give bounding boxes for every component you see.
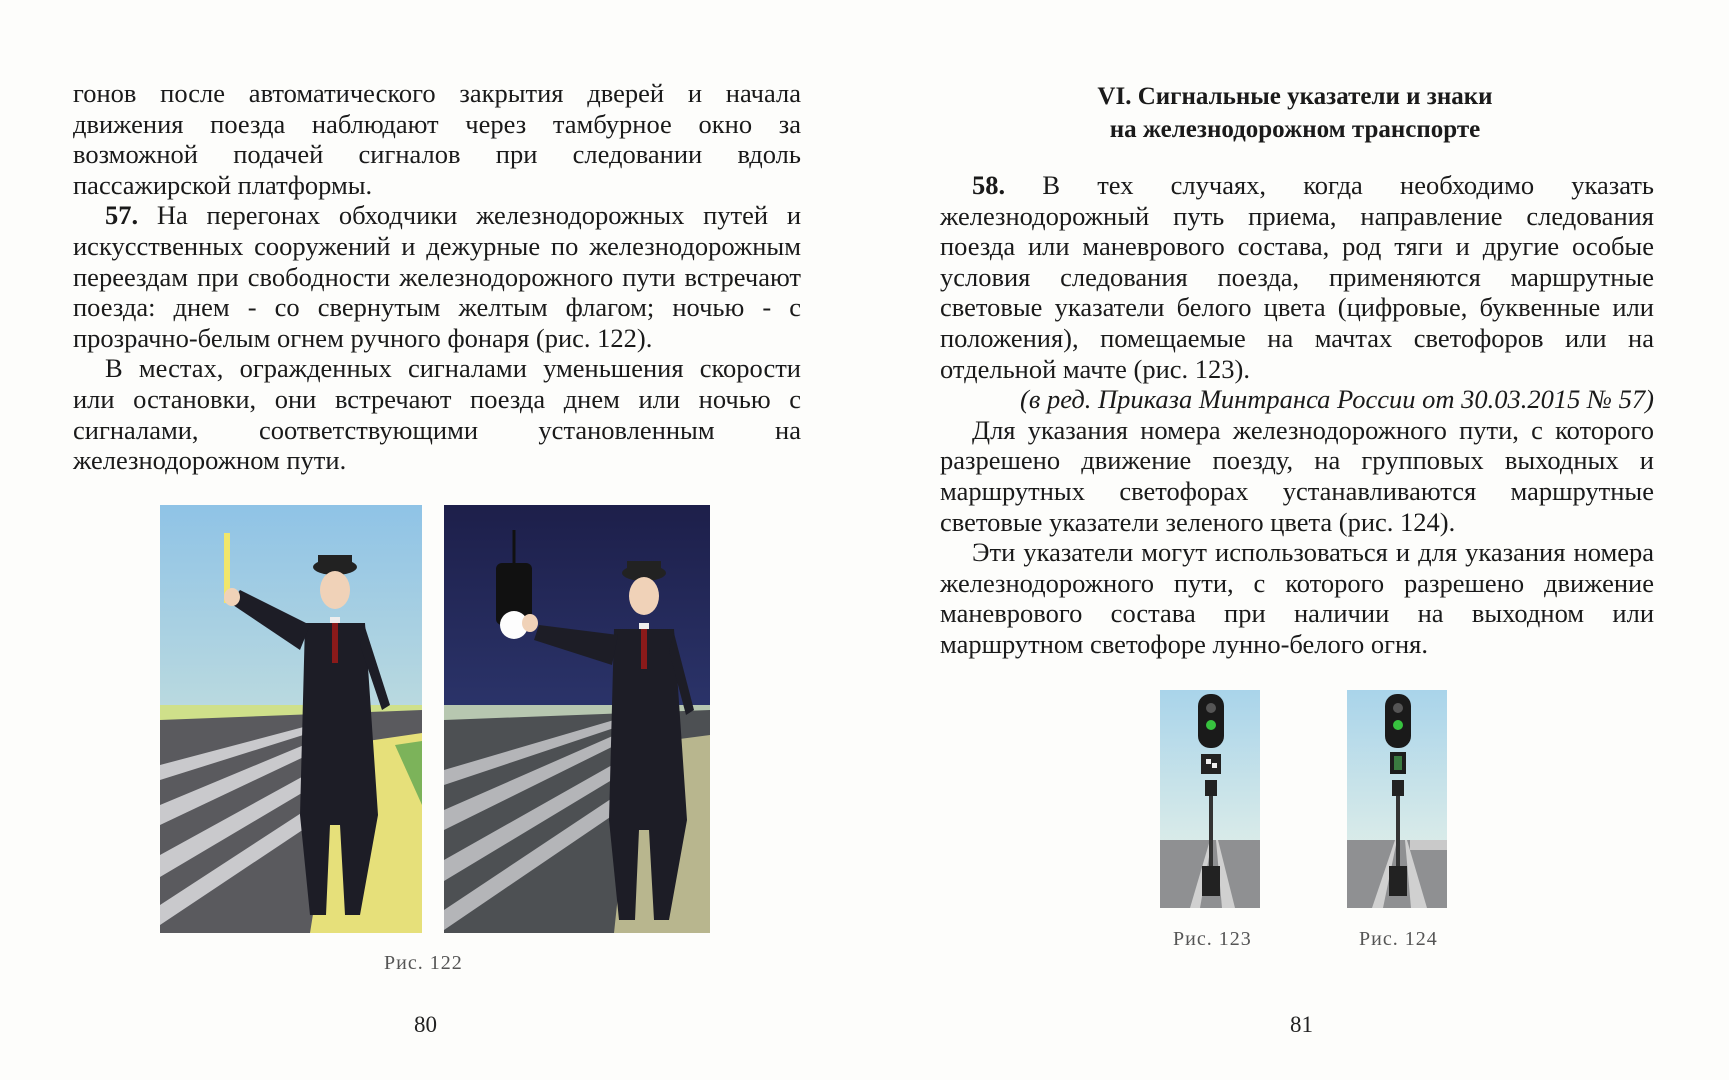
left-page: [0, 0, 864, 1080]
paragraph-places: В местах, огражденных сигналами уменьшения скорости или остановки, они встречают поезда днем или ночью с сигналами, соответствующими установленным на железнодорожном пути.: [73, 353, 801, 476]
item-number-58: 58.: [972, 170, 1006, 200]
heading-line-2: на железнодорожном транспорте: [1109, 116, 1481, 143]
page-number-81: 81: [1290, 1012, 1313, 1037]
page-number-80: 80: [414, 1012, 437, 1037]
figure-123-caption: Рис. 123: [1173, 928, 1252, 950]
edition-note: (в ред. Приказа Минтранса России от 30.03.2015 № 57): [1020, 384, 1654, 415]
left-text-block: [73, 78, 801, 476]
figure-122-day-illustration: [160, 505, 422, 933]
figure-124-caption: Рис. 124: [1359, 928, 1438, 950]
figure-122-night-illustration: [444, 505, 710, 933]
paragraph-shunting: Эти указатели могут использоваться и для указания номера железнодорожного пути, с которого разрешено движение маневрового состава при наличии на выходном или маршрутном светофоре лунно-белого огня.: [940, 537, 1654, 659]
section-heading: [960, 80, 1630, 146]
paragraph-continuation: гонов после автоматического закрытия дверей и начала движения поезда наблюдают через тамбурное окно за возможной подачей сигналов при следовании вдоль пассажирской платформы.: [73, 78, 801, 200]
figure-124-signal-illustration: [1347, 690, 1447, 908]
item-number-57: 57.: [105, 200, 139, 231]
paragraph-58-text: В тех случаях, когда необходимо указать железнодорожный путь приема, направление следования поезда или маневрового состава, род тяги и другие особые условия следования поезда, применяются маршрутные световые указатели белого цвета (цифровые, буквенные или положения), помещаемые на мачтах светофоров или на отдельной мачте (рис. 123).: [940, 170, 1654, 384]
paragraph-58: [940, 170, 1654, 384]
right-text-block: [940, 170, 1654, 660]
paragraph-57: [73, 200, 801, 353]
paragraph-green-indicators: Для указания номера железнодорожного пути, с которого разрешено движение поезду, на групповых выходных и маршрутных светофорах устанавливаются маршрутные световые указатели зеленого цвета (рис. 124).: [940, 414, 1654, 537]
figure-122-caption: Рис. 122: [384, 952, 463, 974]
paragraph-57-text: На перегонах обходчики железнодорожных путей и искусственных сооружений и дежурные по железнодорожным переездам при свободности железнодорожного пути встречают поезда: днем - со свернутым желтым флагом; ночью - с прозрачно-белым огнем ручного фонаря (рис. 122).: [73, 200, 802, 353]
figure-123-signal-illustration: [1160, 690, 1260, 908]
heading-line-1: VI. Сигнальные указатели и знаки: [1097, 83, 1493, 110]
